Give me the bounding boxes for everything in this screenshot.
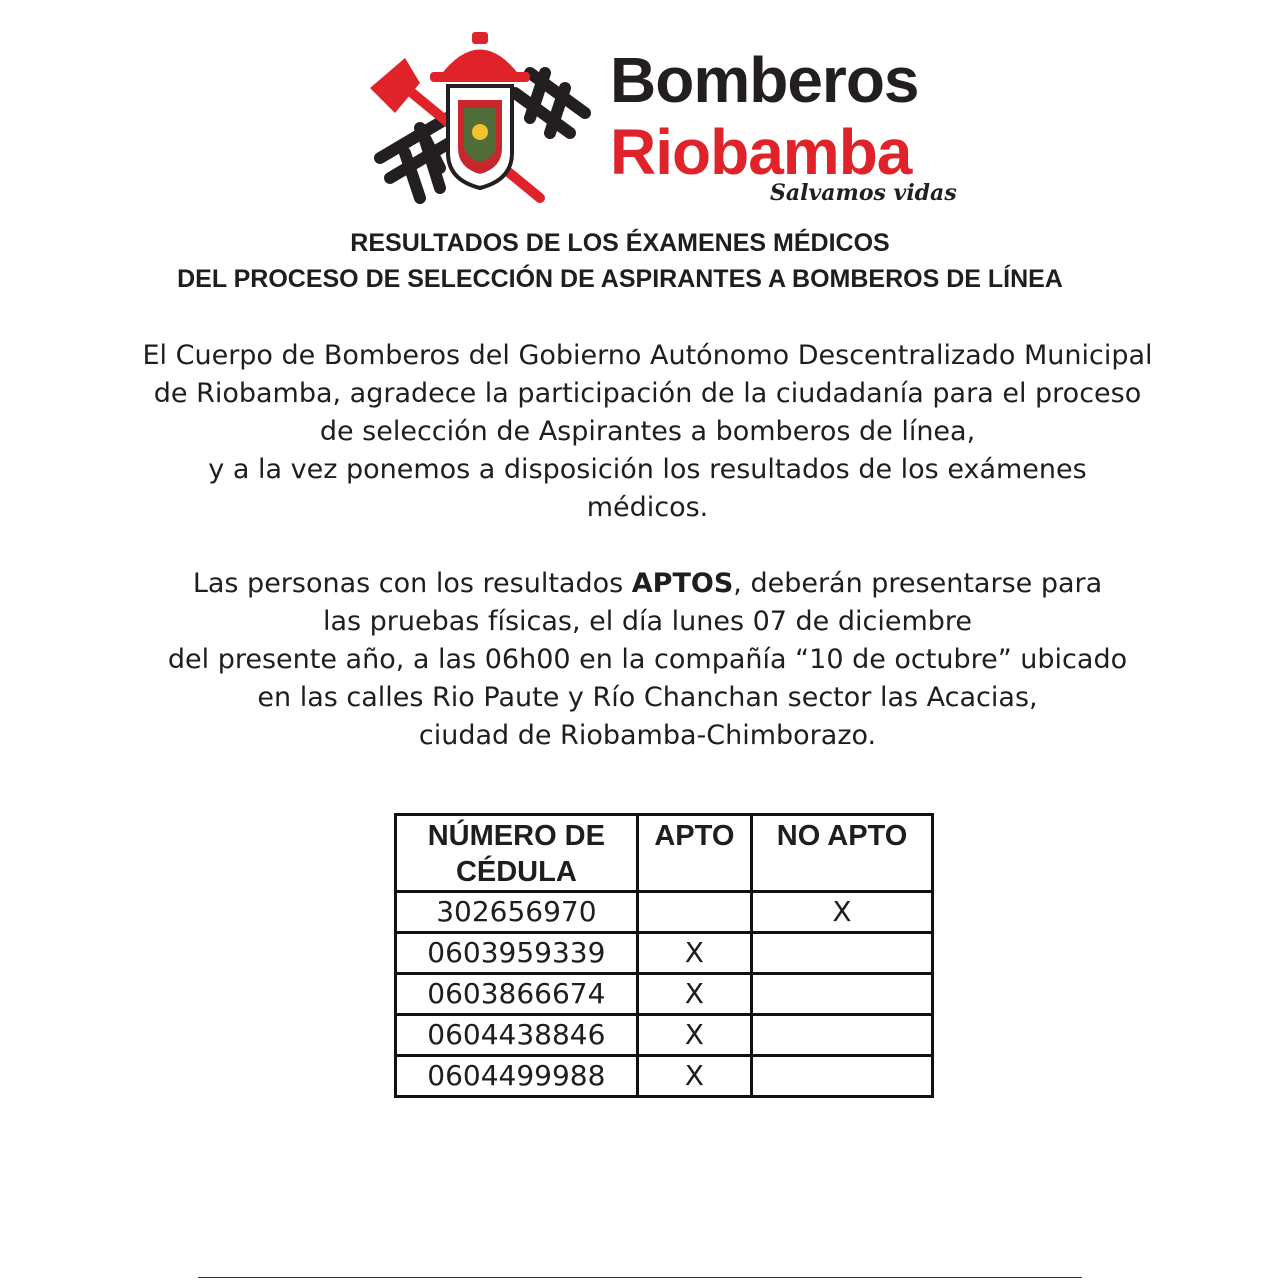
header-no-apto: NO APTO [752,815,933,892]
notice-line-4: en las calles Rio Paute y Río Chanchan sector las Acacias, [257,682,1038,713]
no-apto-cell [752,933,933,974]
apto-cell: X [637,1015,751,1056]
table-header-row [396,815,933,892]
page-title-line-1: RESULTADOS DE LOS ÉXAMENES MÉDICOS [350,229,890,257]
cedula-cell: 0604438846 [396,1015,638,1056]
cedula-cell: 0604499988 [396,1056,638,1097]
brand-name-riobamba: Riobamba [610,116,912,188]
table-row [396,892,933,933]
table-row [396,974,933,1015]
intro-line-2: de Riobamba, agradece la participación de la ciudadanía para el proceso [153,378,1142,409]
notice-line-1 [0,570,1280,597]
notice-line-5: ciudad de Riobamba-Chimborazo. [418,720,877,751]
header-apto: APTO [637,815,751,892]
notice-line-2: las pruebas físicas, el día lunes 07 de diciembre [322,606,973,637]
intro-line-5: médicos. [586,492,709,523]
cedula-cell: 302656970 [396,892,638,933]
apto-cell: X [637,933,751,974]
apto-cell: X [637,974,751,1015]
no-apto-cell [752,1056,933,1097]
brand-name-bomberos: Bomberos [610,44,919,116]
apto-cell: X [637,1056,751,1097]
page-title-line-2: DEL PROCESO DE SELECCIÓN DE ASPIRANTES A BOMBEROS DE LÍNEA [177,265,1063,293]
coat-of-arms-shield-icon [448,86,512,188]
results-table [394,813,934,1098]
no-apto-cell: X [752,892,933,933]
apto-cell [637,892,751,933]
table-row [396,1015,933,1056]
bottom-divider [198,1277,1082,1278]
notice-line-1-post: , deberán presentarse para [733,568,1103,599]
header-numero-de-cedula: NÚMERO DE CÉDULA [396,815,638,892]
cedula-cell: 0603959339 [396,933,638,974]
table-row [396,933,933,974]
no-apto-cell [752,974,933,1015]
firefighter-helmet-icon [430,32,530,82]
no-apto-cell [752,1015,933,1056]
notice-line-1-pre: Las personas con los resultados [192,568,632,599]
intro-line-3: de selección de Aspirantes a bomberos de línea, [319,416,976,447]
table-row [396,1056,933,1097]
cedula-cell: 0603866674 [396,974,638,1015]
intro-line-1: El Cuerpo de Bomberos del Gobierno Autónomo Descentralizado Municipal [142,340,1153,371]
notice-aptos-bold: APTOS [631,568,734,599]
brand-tagline: Salvamos vidas [770,180,957,206]
intro-line-4: y a la vez ponemos a disposición los resultados de los exámenes [208,454,1087,485]
notice-line-3: del presente año, a las 06h00 en la compañía “10 de octubre” ubicado [167,644,1128,675]
